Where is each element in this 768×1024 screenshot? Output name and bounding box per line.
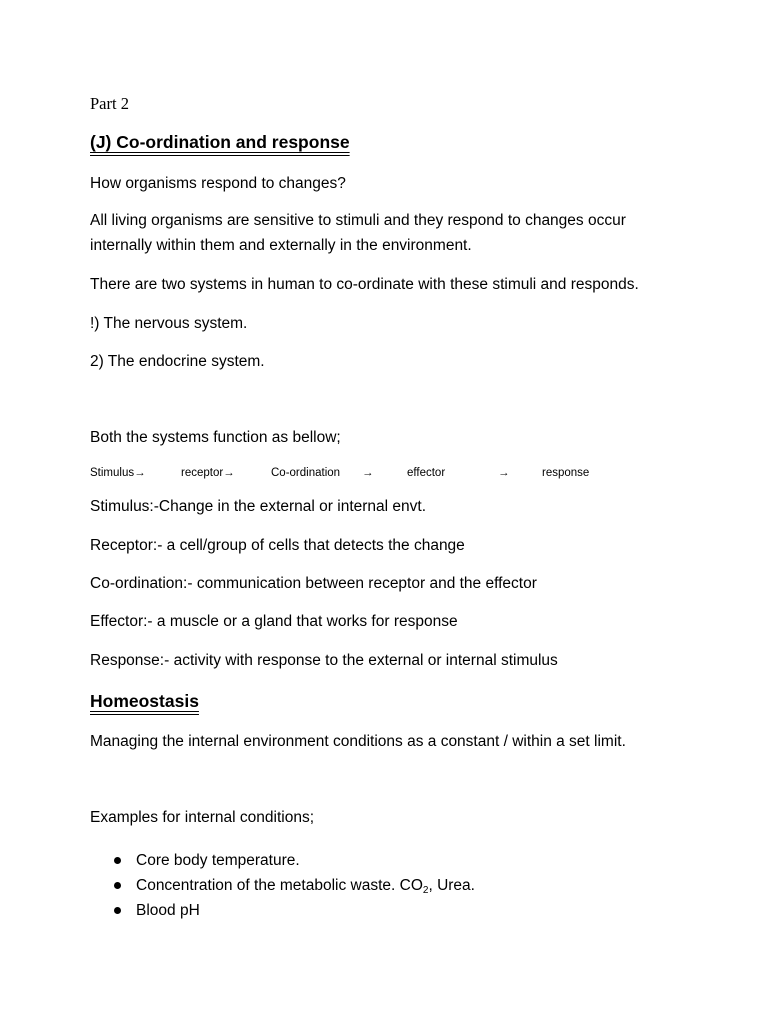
examples-list <box>90 848 475 923</box>
part-label: Part 2 <box>90 94 129 113</box>
list-item <box>90 898 475 923</box>
co2-subscript: 2 <box>422 885 429 896</box>
flow-response: response <box>542 467 590 479</box>
flow-arrow-icon: → <box>362 467 374 479</box>
intro-paragraph-line2: internally within them and externally in the environment. <box>90 237 472 254</box>
section-heading-coordination: (J) Co-ordination and response <box>90 132 350 152</box>
question-text: How organisms respond to changes? <box>90 175 346 192</box>
example-metabolic-waste-suffix: , Urea. <box>428 877 475 894</box>
bullet-icon <box>114 857 121 864</box>
definition-coordination: Co-ordination:- communication between receptor and the effector <box>90 575 537 592</box>
flow-effector: effector <box>407 467 446 479</box>
intro-paragraph-line1: All living organisms are sensitive to stimuli and they respond to changes occur <box>90 212 626 229</box>
list-item <box>90 848 475 873</box>
list-item <box>90 873 475 898</box>
flow-coordination: Co-ordination <box>271 467 341 479</box>
example-body-temperature: Core body temperature. <box>136 852 300 869</box>
system-item-nervous: !) The nervous system. <box>90 315 248 332</box>
definition-response: Response:- activity with response to the external or internal stimulus <box>90 652 558 669</box>
example-metabolic-waste-prefix: Concentration of the metabolic waste. CO <box>136 877 423 894</box>
flow-receptor: receptor→ <box>181 467 235 479</box>
definition-receptor: Receptor:- a cell/group of cells that detects the change <box>90 537 465 554</box>
section-heading-homeostasis: Homeostasis <box>90 691 199 711</box>
flow-arrow-icon: → <box>498 467 510 479</box>
example-blood-ph: Blood pH <box>136 902 200 919</box>
flow-stimulus: Stimulus→ <box>90 467 146 479</box>
systems-intro-text: There are two systems in human to co-ordinate with these stimuli and responds. <box>90 276 639 293</box>
bullet-icon <box>114 882 121 889</box>
function-intro-text: Both the systems function as bellow; <box>90 429 341 446</box>
system-item-endocrine: 2) The endocrine system. <box>90 353 265 370</box>
definition-stimulus: Stimulus:-Change in the external or internal envt. <box>90 498 427 515</box>
definition-effector: Effector:- a muscle or a gland that works for response <box>90 613 458 630</box>
homeostasis-definition: Managing the internal environment conditions as a constant / within a set limit. <box>90 733 626 750</box>
bullet-icon <box>114 907 121 914</box>
examples-intro-text: Examples for internal conditions; <box>90 809 315 826</box>
